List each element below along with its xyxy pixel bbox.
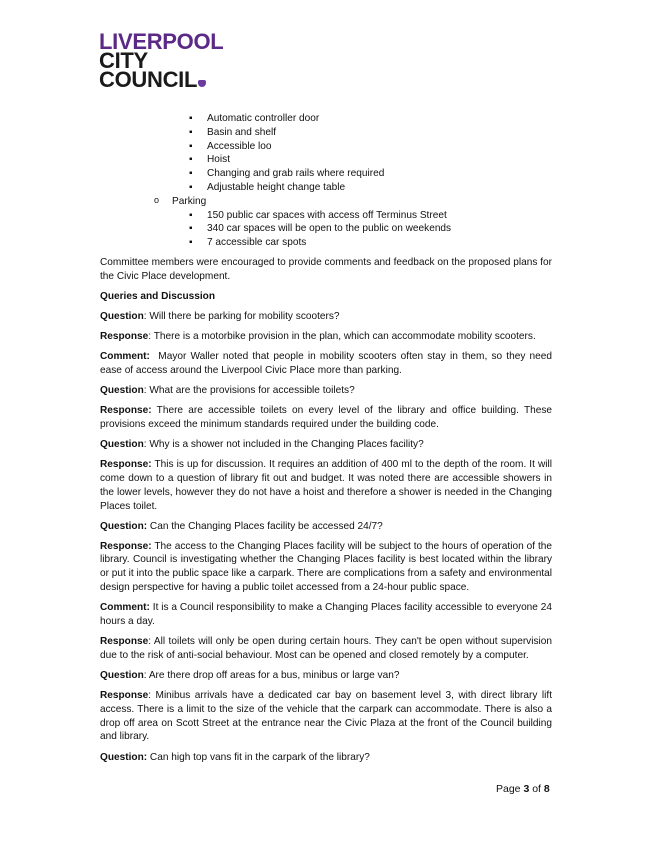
entry-paragraph (100, 540, 552, 595)
logo-line-3-text: COUNCIL (99, 67, 198, 92)
entry-text: The access to the Changing Places facility will be subject to the hours of operation of the library. Council is investigating whether the Changing Places facility is best located within the library or put it into the public space like a carpark. There are complications from a safety and environmental design perspective for having a public toilet accessed from a 24-hour public space. (100, 540, 552, 594)
list-item: ▪ Accessible loo (100, 140, 552, 154)
entry-sep: : (143, 310, 150, 322)
page-prefix: Page (496, 783, 524, 795)
entry-label: Question (100, 385, 144, 397)
entry-paragraph (100, 520, 552, 534)
entry-label: Question: (100, 520, 148, 532)
list-item: ▪ 7 accessible car spots (100, 236, 552, 250)
section-heading (100, 290, 552, 304)
entry-paragraph (100, 404, 552, 432)
entry-label: Question (100, 669, 144, 681)
entry-label: Response (100, 331, 149, 343)
entry-label: Response (100, 636, 149, 648)
entry-text: There is a motorbike provision in the plan, which can accommodate mobility scooters. (153, 331, 536, 343)
parking-list (100, 195, 552, 209)
entry-text: Can high top vans fit in the carpark of the library? (149, 751, 370, 763)
list-item: ▪ 340 car spaces will be open to the public on weekends (100, 222, 552, 236)
entry-text: Minibus arrivals have a dedicated car bay on basement level 3, with direct library lift access. There is a limit to the size of the vehicle that the carpark can accommodate. There is also a drop off area on Scott Street at the entrance near the Civic Plaza at the front of the Council building and library. (100, 690, 552, 743)
page-number (496, 783, 550, 795)
entry-label: Response: (100, 459, 152, 471)
list-item: ▪ Basin and shelf (100, 126, 552, 140)
entry-paragraph (100, 458, 552, 513)
list-item: ▪ Hoist (100, 153, 552, 167)
entry-paragraph (100, 384, 552, 398)
logo-line-3 (99, 67, 239, 92)
council-logo (99, 29, 239, 92)
entry-paragraph (100, 669, 552, 683)
entry-text: There are accessible toilets on every level of the library and office building. These provisions exceed the minimum standards required under the building code. (100, 405, 553, 430)
entry-text: All toilets will only be open during certain hours. They can't be open without supervision due to the risk of anti-social behaviour. Most can be opened and closed remotely by a computer. (100, 636, 552, 661)
heart-icon (198, 80, 206, 87)
list-item: ▪ Changing and grab rails where required (100, 167, 552, 181)
entry-label: Comment: (100, 351, 150, 363)
entry-text: Why is a shower not included in the Changing Places facility? (149, 439, 424, 451)
list-item: ▪ Automatic controller door (100, 112, 552, 126)
entry-paragraph (100, 635, 552, 663)
entry-label: Response: (100, 540, 152, 552)
page-total: 8 (543, 783, 550, 795)
entry-sep: : (143, 669, 149, 681)
logo-line-1: LIVERPOOL (99, 29, 224, 54)
entry-label: Response: (100, 405, 152, 417)
page-of: of (529, 783, 544, 795)
entry-text: It is a Council responsibility to make a Changing Places facility accessible to everyone 24 hours a day. (100, 602, 553, 627)
entry-sep: : (148, 636, 154, 648)
entry-paragraph (100, 689, 552, 744)
entry-sep: : (143, 439, 150, 451)
entry-label: Question: (100, 751, 148, 763)
entry-paragraph (100, 310, 552, 324)
entry-text: Can the Changing Places facility be accessed 24/7? (149, 520, 383, 532)
entry-paragraph (100, 350, 552, 378)
entry-sep: : (148, 331, 154, 343)
document-body (100, 112, 552, 771)
intro-paragraph: Committee members were encouraged to provide comments and feedback on the proposed plans for the Civic Place development. (100, 256, 552, 282)
entry-label: Response (100, 690, 149, 702)
facility-bullet-list (100, 112, 552, 195)
page-current: 3 (523, 783, 530, 795)
entry-sep: : (143, 385, 150, 397)
entry-paragraph (100, 601, 552, 629)
entry-label: Question (100, 310, 144, 322)
parking-bullet-list (100, 209, 552, 250)
entry-text: This is up for discussion. It requires an addition of 400 ml to the depth of the room. It will come down to a question of library fit out and budget. It was noted there are accessible showers in the lower levels, however they do not have a hoist and therefore a shower is needed in the Changing Places toilet. (100, 459, 552, 512)
parking-heading: o Parking (100, 195, 552, 209)
entry-label: Question (100, 439, 144, 451)
list-item: ▪ Adjustable height change table (100, 181, 552, 195)
list-item: ▪ 150 public car spaces with access off Terminus Street (100, 209, 552, 223)
entry-text: What are the provisions for accessible toilets? (149, 385, 355, 397)
entry-text: Will there be parking for mobility scooters? (149, 310, 340, 322)
entry-sep: : (148, 690, 156, 702)
entry-label: Comment: (100, 602, 150, 614)
entry-text: Mayor Waller noted that people in mobility scooters often stay in them, so they need ease of access around the Liverpool Civic Place more than parking. (100, 351, 552, 376)
entry-paragraph (100, 751, 552, 765)
entry-paragraph (100, 330, 552, 344)
section-heading-text: Queries and Discussion (100, 290, 215, 302)
entry-paragraph (100, 438, 552, 452)
entry-text: Are there drop off areas for a bus, minibus or large van? (148, 669, 400, 681)
logo-line-2: CITY (99, 48, 148, 73)
